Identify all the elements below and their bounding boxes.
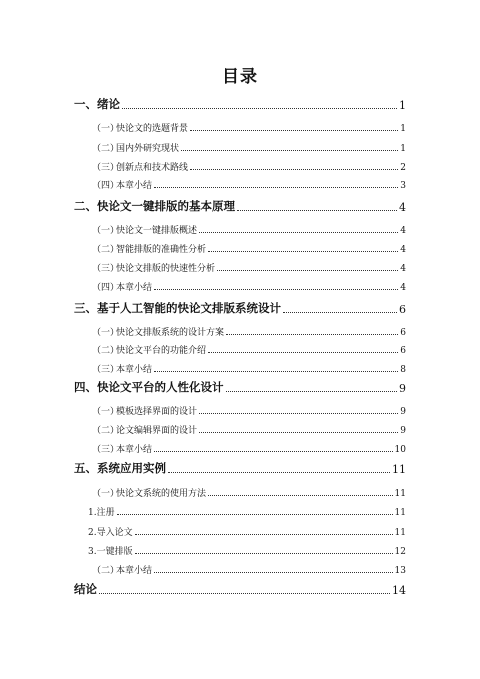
toc-leader-dots: [181, 150, 398, 151]
toc-entry-title: 快论文平台的功能介绍: [116, 346, 207, 356]
toc-entry-page: 11: [394, 489, 406, 499]
toc-entry: [74, 381, 406, 395]
toc-entry: [92, 403, 406, 417]
toc-entry-title: 一键排版: [96, 547, 133, 557]
toc-leader-dots: [237, 210, 397, 211]
toc-entry: [92, 422, 406, 436]
toc-entry-number: （二）: [92, 566, 120, 576]
toc-entry-number: （一）: [92, 407, 120, 417]
toc-title: 目录: [222, 67, 258, 87]
toc-entry: [92, 177, 406, 191]
toc-entry-number: （一）: [92, 489, 120, 499]
toc-entry: [92, 222, 406, 236]
toc-leader-dots: [154, 289, 398, 290]
toc-entry-page: 1: [399, 99, 406, 112]
toc-entry: [88, 524, 406, 538]
toc-entry-title: 本章小结: [116, 566, 153, 576]
toc-entry: [88, 504, 406, 518]
toc-entry-page: 9: [399, 382, 406, 395]
toc-entry-number: 二、: [74, 199, 97, 213]
toc-entry-number: （二）: [92, 144, 120, 154]
toc-entry-page: 13: [394, 566, 406, 576]
toc-entry-title: 系统应用实例: [97, 461, 166, 475]
toc-entry: [92, 441, 406, 455]
toc-entry: [92, 485, 406, 499]
toc-entry-title: 本章小结: [116, 181, 153, 191]
toc-entry-title: 创新点和技术路线: [116, 163, 189, 173]
toc-entry: [92, 140, 406, 154]
toc-entry-title: 结论: [74, 582, 97, 596]
toc-leader-dots: [122, 108, 397, 109]
toc-entry-title: 本章小结: [116, 365, 153, 375]
toc-entry: [88, 543, 406, 557]
toc-entry-title: 本章小结: [116, 445, 153, 455]
toc-entry-number: （三）: [92, 445, 120, 455]
toc-leader-dots: [135, 534, 393, 535]
toc-entry: [92, 562, 406, 576]
toc-entry-page: 1: [400, 144, 406, 154]
toc-leader-dots: [226, 391, 398, 392]
toc-entry: [74, 583, 406, 597]
toc-entry-title: 快论文系统的使用方法: [116, 489, 207, 499]
toc-entry-number: （一）: [92, 124, 120, 134]
toc-entry-title: 快论文一键排版概述: [116, 226, 198, 236]
toc-leader-dots: [154, 371, 398, 372]
toc-entry-number: （四）: [92, 181, 120, 191]
toc-entry: [92, 260, 406, 274]
toc-entry: [92, 159, 406, 173]
toc-entry: [92, 342, 406, 356]
toc-leader-dots: [199, 232, 398, 233]
toc-entry-title: 本章小结: [116, 283, 153, 293]
toc-entry-page: 12: [394, 547, 406, 557]
toc-entry-page: 6: [400, 328, 406, 338]
toc-entry-number: 1.: [88, 508, 97, 518]
toc-entry-page: 11: [394, 528, 406, 538]
toc-entry-page: 6: [399, 303, 406, 316]
toc-entry-page: 4: [400, 245, 406, 255]
toc-entry-page: 8: [400, 365, 406, 375]
toc-leader-dots: [208, 251, 398, 252]
toc-entry-number: 2.: [88, 528, 97, 538]
toc-leader-dots: [99, 593, 390, 594]
toc-leader-dots: [190, 130, 398, 131]
toc-entry-page: 4: [400, 264, 406, 274]
toc-entry-page: 14: [392, 584, 406, 597]
toc-entry-title: 注册: [96, 508, 115, 518]
toc-entry-title: 智能排版的准确性分析: [116, 245, 207, 255]
toc-entry: [74, 302, 406, 316]
toc-leader-dots: [226, 334, 398, 335]
toc-entry-title: 快论文一键排版的基本原理: [97, 199, 235, 213]
toc-entry-title: 基于人工智能的快论文排版系统设计: [97, 301, 281, 315]
toc-entry-number: （二）: [92, 426, 120, 436]
toc-entry: [74, 462, 406, 476]
toc-leader-dots: [208, 352, 398, 353]
toc-entry-number: 3.: [88, 547, 97, 557]
toc-entry: [92, 279, 406, 293]
toc-entry-title: 快论文的选题背景: [116, 124, 189, 134]
toc-entry-page: 10: [394, 445, 406, 455]
toc-entry-number: 三、: [74, 301, 97, 315]
toc-entry-number: （二）: [92, 245, 120, 255]
toc-entry-title: 快论文平台的人性化设计: [97, 380, 224, 394]
toc-leader-dots: [217, 270, 398, 271]
toc-entry-number: （四）: [92, 283, 120, 293]
toc-entry-title: 绪论: [97, 97, 120, 111]
toc-leader-dots: [190, 169, 398, 170]
toc-leader-dots: [283, 312, 397, 313]
toc-entry-page: 9: [400, 407, 406, 417]
toc-entry-title: 快论文排版的快速性分析: [116, 264, 216, 274]
toc-leader-dots: [199, 432, 398, 433]
toc-entry-number: （三）: [92, 264, 120, 274]
toc-entry-page: 9: [400, 426, 406, 436]
toc-entry-title: 模板选择界面的设计: [116, 407, 198, 417]
toc-entry-number: （三）: [92, 163, 120, 173]
toc-leader-dots: [117, 514, 393, 515]
toc-entry-number: 一、: [74, 97, 97, 111]
toc-entry-number: （三）: [92, 365, 120, 375]
toc-entry: [92, 324, 406, 338]
toc-entry-number: （二）: [92, 346, 120, 356]
toc-entry-title: 导入论文: [96, 528, 133, 538]
toc-leader-dots: [154, 187, 398, 188]
toc-entry-page: 1: [400, 124, 406, 134]
toc-entry-page: 11: [392, 463, 406, 476]
toc-entry-page: 4: [400, 283, 406, 293]
toc-leader-dots: [135, 553, 393, 554]
toc-entry-number: （一）: [92, 226, 120, 236]
toc-entry-title: 国内外研究现状: [116, 144, 180, 154]
toc-entry: [92, 241, 406, 255]
toc-entry-number: （一）: [92, 328, 120, 338]
toc-leader-dots: [199, 413, 398, 414]
toc-entry-page: 3: [400, 181, 406, 191]
toc-entry-title: 快论文排版系统的设计方案: [116, 328, 225, 338]
toc-leader-dots: [154, 572, 393, 573]
toc-entry-page: 4: [400, 226, 406, 236]
toc-entry-page: 4: [399, 201, 406, 214]
toc-entry: [74, 98, 406, 112]
toc-entry-title: 论文编辑界面的设计: [116, 426, 198, 436]
toc-entry-page: 2: [400, 163, 406, 173]
toc-entry: [92, 361, 406, 375]
toc-leader-dots: [208, 495, 393, 496]
toc-entry-page: 6: [400, 346, 406, 356]
toc-leader-dots: [168, 472, 390, 473]
toc-entry-number: 五、: [74, 461, 97, 475]
toc-leader-dots: [154, 451, 393, 452]
toc-entry-page: 11: [394, 508, 406, 518]
toc-entry-number: 四、: [74, 380, 97, 394]
toc-entry: [74, 200, 406, 214]
toc-entry: [92, 120, 406, 134]
